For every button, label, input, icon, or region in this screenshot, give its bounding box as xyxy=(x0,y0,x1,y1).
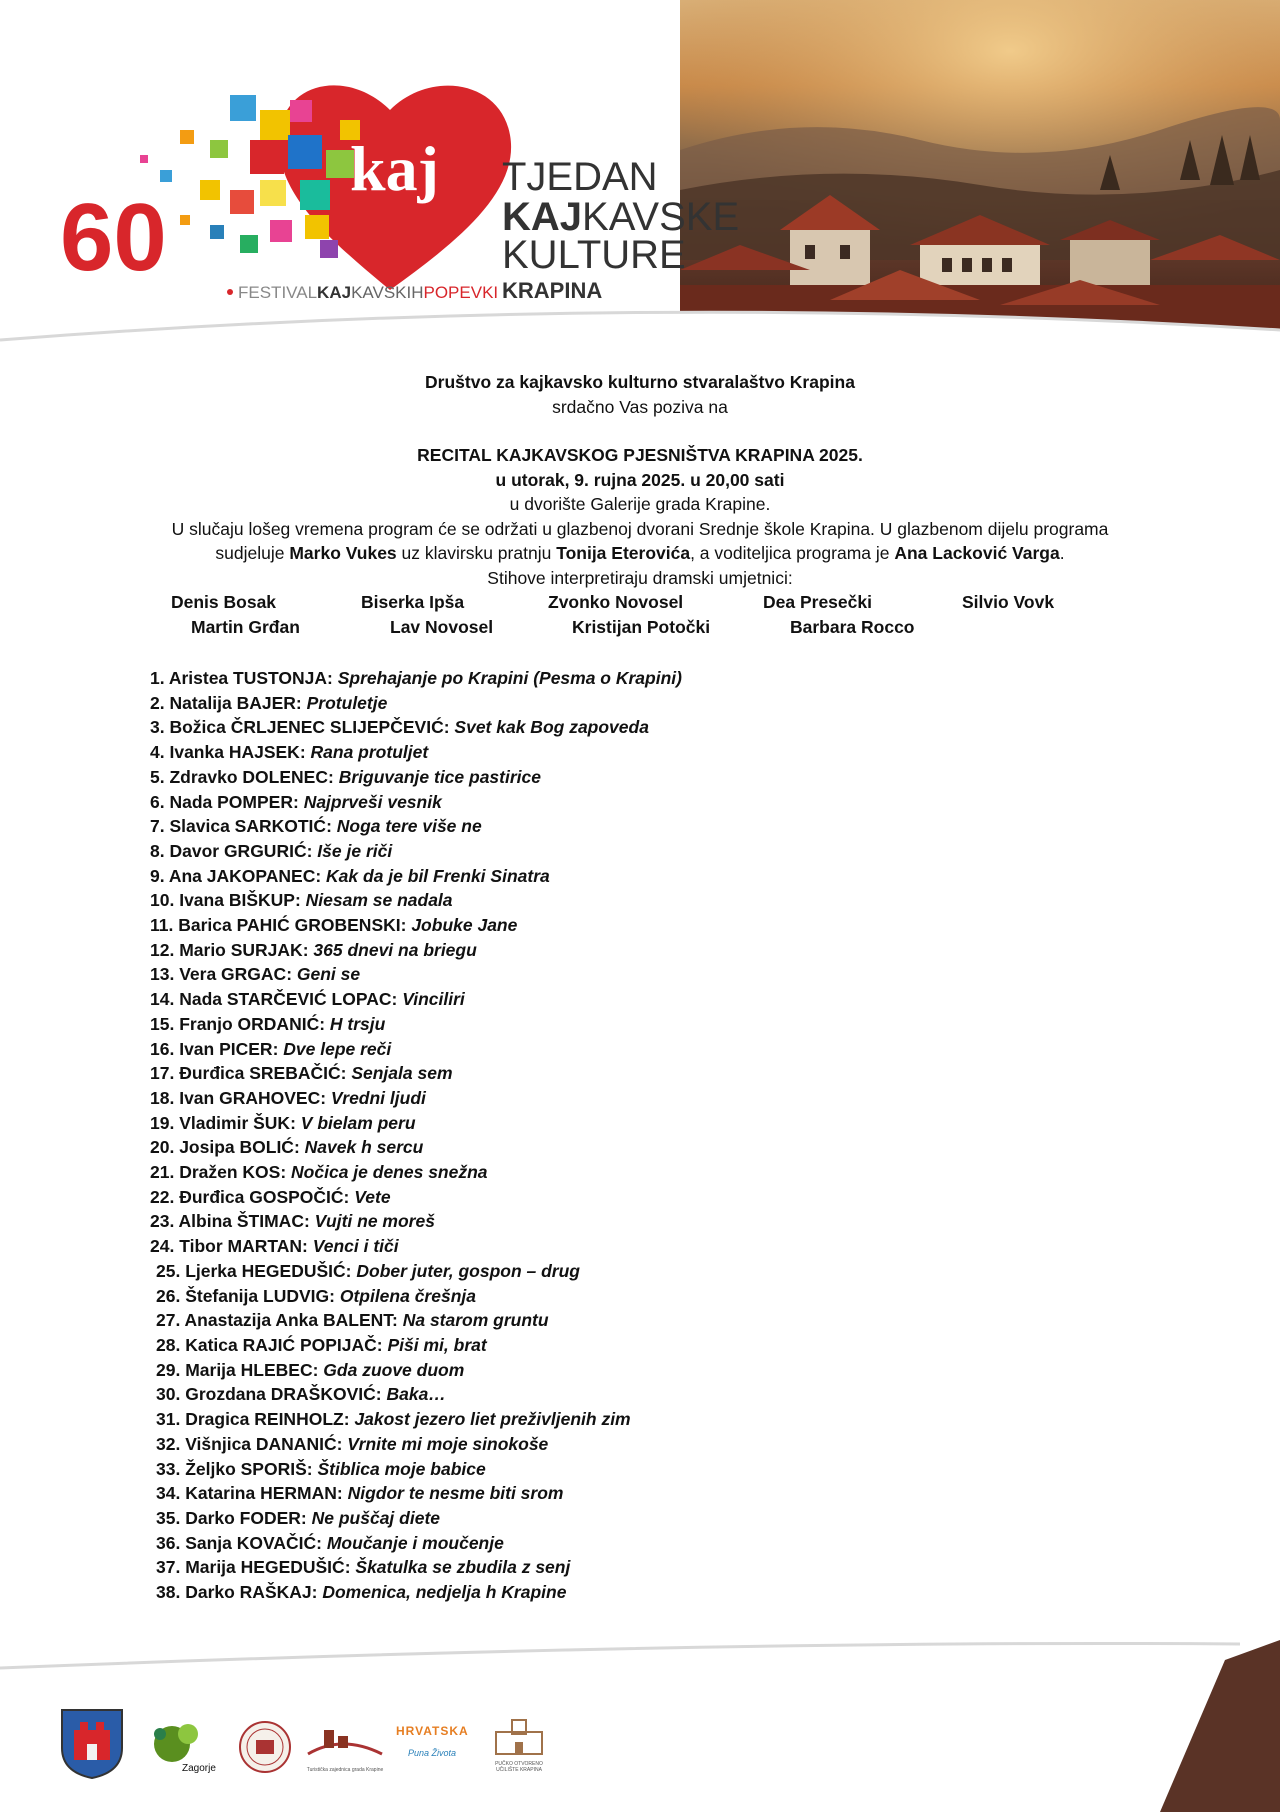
program-title: Iše je riči xyxy=(317,840,393,861)
music-line xyxy=(0,541,1280,566)
program-title: Niesam se nadala xyxy=(305,890,453,911)
program-number: 4. xyxy=(150,742,165,763)
logo-festival-popevki: POPEVKI xyxy=(423,283,499,302)
program-item: 8. Davor GRGURIĆ: Iše je riči xyxy=(150,840,393,861)
program-number: 19. xyxy=(150,1112,175,1133)
program-title: Rana protuljet xyxy=(310,742,429,763)
program-item: 33. Željko SPORIŠ: Štiblica moje babice xyxy=(156,1458,486,1479)
program-item: 16. Ivan PICER: Dve lepe reči xyxy=(150,1038,392,1059)
program-author: Nada STARČEVIĆ LOPAC xyxy=(179,989,392,1010)
program-title: Kak da je bil Frenki Sinatra xyxy=(326,865,550,886)
performers-row-1 xyxy=(0,592,1280,617)
program-title: Štiblica moje babice xyxy=(317,1458,486,1479)
program-author: Ivan PICER xyxy=(179,1038,273,1059)
program-item: 34. Katarina HERMAN: Nigdor te nesme biti srom xyxy=(156,1483,564,1504)
performer: Zvonko Novosel xyxy=(548,592,684,612)
program-item: 26. Štefanija LUDVIG: Otpilena črešnja xyxy=(156,1285,476,1306)
program-item: 38. Darko RAŠKAJ: Domenica, nedjelja h Krapine xyxy=(156,1582,567,1603)
performer: Silvio Vovk xyxy=(962,592,1055,612)
music-text-3: , a voditeljica programa je xyxy=(690,543,895,563)
program-title: Gda zuove duom xyxy=(323,1359,465,1380)
program-number: 3. xyxy=(150,717,165,738)
program-item: 25. Ljerka HEGEDUŠIĆ: Dober juter, gospon – drug xyxy=(156,1260,580,1281)
program-item: 7. Slavica SARKOTIĆ: Noga tere više ne xyxy=(150,816,482,837)
program-author: Božica ČRLJENEC SLIJEPČEVIĆ xyxy=(169,717,444,738)
tourist-board-label: Turistička zajednica grada Krapine xyxy=(306,1767,384,1773)
program-number: 11. xyxy=(150,915,174,936)
logo-kulture: KULTURE xyxy=(502,233,686,277)
seal-icon xyxy=(238,1720,292,1774)
logo-dot xyxy=(227,289,233,295)
performers xyxy=(0,592,1280,641)
program-item: 10. Ivana BIŠKUP: Niesam se nadala xyxy=(150,890,453,911)
program-author: Marija HEGEDUŠIĆ xyxy=(185,1557,345,1578)
program-item: 31. Dragica REINHOLZ: Jakost jezero liet preživljenih zim xyxy=(156,1409,631,1430)
town-photo xyxy=(680,0,1280,340)
program-number: 1. xyxy=(150,668,165,688)
program-author: Ana JAKOPANEC xyxy=(168,865,316,886)
hrvatska-label: HRVATSKA xyxy=(396,1724,469,1738)
program-number: 21. xyxy=(150,1162,175,1183)
program-number: 35. xyxy=(156,1507,181,1528)
program-title: V bielam peru xyxy=(300,1112,416,1133)
puou-label: PUČKO OTVORENO UČILIŠTE KRAPINA xyxy=(495,1761,543,1773)
program-item: 29. Marija HLEBEC: Gda zuove duom xyxy=(156,1359,465,1380)
performer: Denis Bosak xyxy=(171,592,277,612)
performer: Dea Presečki xyxy=(763,592,872,612)
program-item: 11. Barica PAHIĆ GROBENSKI: Jobuke Jane xyxy=(150,915,518,936)
program-number: 2. xyxy=(150,692,165,713)
program-item: 13. Vera GRGAC: Geni se xyxy=(150,964,361,985)
program-item: 15. Franjo ORDANIĆ: H trsju xyxy=(150,1013,386,1034)
program-author: Anastazija Anka BALENT xyxy=(184,1310,393,1331)
program-author: Štefanija LUDVIG xyxy=(185,1285,330,1306)
program-number: 28. xyxy=(156,1334,181,1355)
program-number: 23. xyxy=(150,1211,175,1232)
performer: Martin Grđan xyxy=(191,616,300,637)
program-item: 24. Tibor MARTAN: Venci i tiči xyxy=(150,1236,399,1257)
performer: Barbara Rocco xyxy=(790,616,915,637)
program-number: 14. xyxy=(150,989,175,1010)
zagorje-label: Zagorje xyxy=(182,1763,216,1774)
program-number: 16. xyxy=(150,1038,175,1059)
program-number: 30. xyxy=(156,1384,181,1405)
program-number: 9. xyxy=(150,865,165,886)
program-title: Briguvanje tice pastirice xyxy=(338,766,541,787)
puna-zivota-label: Puna Života xyxy=(407,1748,457,1758)
program-number: 25. xyxy=(156,1260,181,1281)
program-number: 32. xyxy=(156,1433,181,1454)
bad-weather-note: U slučaju lošeg vremena program će se održati u glazbenoj dvorani Srednje škole Krapina. U glazbenom dijelu programa xyxy=(171,518,1109,539)
program-number: 33. xyxy=(156,1458,181,1479)
performer: Biserka Ipša xyxy=(361,592,465,612)
program-author: Višnjica DANANIĆ xyxy=(185,1433,337,1454)
program-title: Venci i tiči xyxy=(312,1236,399,1257)
program-title: Škatulka se zbudila z senj xyxy=(355,1557,571,1578)
program-title: Vredni ljudi xyxy=(330,1087,426,1108)
program-author: Darko FODER xyxy=(185,1507,301,1528)
program-item: 17. Đurđica SREBAČIĆ: Senjala sem xyxy=(150,1063,453,1084)
program-number: 17. xyxy=(150,1063,175,1084)
program-author: Vera GRGAC xyxy=(179,964,287,985)
program-item: 36. Sanja KOVAČIĆ: Moučanje i moučenje xyxy=(156,1532,504,1553)
program-author: Đurđica GOSPOČIĆ xyxy=(179,1186,344,1207)
logo-festival-line xyxy=(238,283,498,302)
logo-kaj-bold: KAJ xyxy=(502,195,583,239)
program-author: Davor GRGURIĆ xyxy=(169,840,307,861)
program-title: Sprehajanje po Krapini (Pesma o Krapini) xyxy=(337,668,682,688)
festival-logo xyxy=(60,40,740,320)
program-item: 18. Ivan GRAHOVEC: Vredni ljudi xyxy=(150,1087,426,1108)
invitation xyxy=(0,370,1280,590)
program-title: Piši mi, brat xyxy=(387,1334,487,1355)
logo-sixty: 60 xyxy=(60,184,167,291)
program-title: Dve lepe reči xyxy=(283,1038,392,1059)
program-item: 37. Marija HEGEDUŠIĆ: Škatulka se zbudila z senj xyxy=(156,1557,571,1578)
program-number: 31. xyxy=(156,1409,181,1430)
program-title: Baka… xyxy=(386,1384,446,1405)
program-title: Senjala sem xyxy=(351,1063,453,1084)
castle-icon xyxy=(302,1724,388,1762)
program-item: 14. Nada STARČEVIĆ LOPAC: Vinciliri xyxy=(150,989,465,1010)
program-item: 28. Katica RAJIĆ POPIJAČ: Piši mi, brat xyxy=(156,1334,487,1355)
program-item: 3. Božica ČRLJENEC SLIJEPČEVIĆ: Svet kak Bog zapoveda xyxy=(150,717,649,738)
program-author: Katica RAJIĆ POPIJAČ xyxy=(185,1334,377,1355)
program-title: Vujti ne moreš xyxy=(314,1211,435,1232)
music-text-1: sudjeluje xyxy=(215,543,290,563)
program-item: 9. Ana JAKOPANEC: Kak da je bil Frenki Sinatra xyxy=(150,865,550,886)
logo-krapina: KRAPINA xyxy=(502,278,603,303)
logo-festival-kavskih: KAVSKIH xyxy=(351,283,424,302)
program-number: 15. xyxy=(150,1013,175,1034)
musician-name: Marko Vukes xyxy=(289,543,397,563)
logo-festival-small: FESTIVAL xyxy=(238,283,318,302)
host-name: Ana Lacković Varga xyxy=(894,543,1060,563)
town-photo-illustration xyxy=(680,0,1280,340)
program-number: 27. xyxy=(156,1310,181,1331)
program-title: Protuletje xyxy=(306,692,388,713)
tourist-board-logo xyxy=(302,1724,388,1780)
program-item: 27. Anastazija Anka BALENT: Na starom gruntu xyxy=(156,1310,549,1331)
program-title: Geni se xyxy=(296,964,361,985)
zagorje-logo xyxy=(148,1720,216,1780)
program-author: Dražen KOS xyxy=(179,1162,281,1183)
program-number: 37. xyxy=(156,1557,181,1578)
program-title: Nočica je denes snežna xyxy=(291,1162,488,1183)
hrvatska-logo xyxy=(396,1724,468,1780)
program-title: Vete xyxy=(354,1186,391,1207)
program-title: Na starom gruntu xyxy=(402,1310,549,1331)
program-title: Moučanje i moučenje xyxy=(326,1532,504,1553)
program-author: Natalija BAJER xyxy=(169,692,296,713)
pianist-name: Tonija Eterovića xyxy=(556,543,691,563)
tower-icon xyxy=(484,1718,554,1756)
program-number: 5. xyxy=(150,766,165,787)
program-title: Ne puščaj diete xyxy=(311,1507,441,1528)
program-author: Albina ŠTIMAC xyxy=(178,1211,304,1232)
program-author: Željko SPORIŠ xyxy=(185,1458,307,1479)
program-author: Ivana BIŠKUP xyxy=(179,890,295,911)
program-author: Katarina HERMAN xyxy=(185,1483,337,1504)
program-title: Najprveši vesnik xyxy=(303,791,442,812)
event-date-time: u utorak, 9. rujna 2025. u 20,00 sati xyxy=(495,469,785,490)
program-item: 1. Aristea TUSTONJA: Sprehajanje po Krapini (Pesma o Krapini) xyxy=(150,668,682,688)
program-number: 20. xyxy=(150,1137,175,1158)
program-number: 24. xyxy=(150,1236,175,1257)
program-number: 10. xyxy=(150,890,175,911)
program-item: 12. Mario SURJAK: 365 dnevi na briegu xyxy=(150,939,477,960)
program-number: 18. xyxy=(150,1087,175,1108)
program-number: 13. xyxy=(150,964,175,985)
program-author: Vladimir ŠUK xyxy=(179,1112,291,1133)
program-number: 36. xyxy=(156,1532,181,1553)
music-text-2: uz klavirsku pratnju xyxy=(396,543,557,563)
header xyxy=(0,0,1280,372)
logo-kaj: kaj xyxy=(350,133,439,204)
program-item: 30. Grozdana DRAŠKOVIĆ: Baka… xyxy=(156,1384,446,1405)
performer: Kristijan Potočki xyxy=(572,616,711,637)
program-item: 4. Ivanka HAJSEK: Rana protuljet xyxy=(150,742,429,763)
logo-kavske: KAVSKE xyxy=(582,195,740,239)
program-title: 365 dnevi na briegu xyxy=(313,939,477,960)
program-title: Domenica, nedjelja h Krapine xyxy=(322,1582,567,1603)
program-author: Ivan GRAHOVEC xyxy=(179,1087,321,1108)
performers-row-2 xyxy=(0,617,1280,642)
footer-band xyxy=(0,1620,1280,1812)
program-item: 20. Josipa BOLIĆ: Navek h sercu xyxy=(150,1137,424,1158)
logo-tjedan: TJEDAN xyxy=(502,155,658,199)
logo-festival-kaj: KAJ xyxy=(317,283,352,302)
program-author: Mario SURJAK xyxy=(179,939,303,960)
program-item: 5. Zdravko DOLENEC: Briguvanje tice pastirice xyxy=(150,766,541,787)
program-author: Ljerka HEGEDUŠIĆ xyxy=(185,1260,346,1281)
performer: Lav Novosel xyxy=(390,616,494,637)
program-author: Đurđica SREBAČIĆ xyxy=(179,1063,341,1084)
program-author: Aristea TUSTONJA xyxy=(168,668,328,688)
program-list xyxy=(150,666,682,1605)
program-number: 8. xyxy=(150,840,165,861)
program-author: Tibor MARTAN xyxy=(179,1236,303,1257)
invites-text: srdačno Vas poziva na xyxy=(552,396,728,417)
program-title: Noga tere više ne xyxy=(336,816,482,837)
music-text-4: . xyxy=(1059,543,1065,563)
program-number: 22. xyxy=(150,1186,175,1207)
program-title: Nigdor te nesme biti srom xyxy=(347,1483,564,1504)
program-item: 35. Darko FODER: Ne puščaj diete xyxy=(156,1507,441,1528)
program-author: Ivanka HAJSEK xyxy=(169,742,300,763)
program-title: Jakost jezero liet preživljenih zim xyxy=(354,1409,631,1430)
program-item: 19. Vladimir ŠUK: V bielam peru xyxy=(150,1112,416,1133)
program-title: Vinciliri xyxy=(402,989,465,1010)
program-author: Zdravko DOLENEC xyxy=(169,766,328,787)
program-item: 6. Nada POMPER: Najprveši vesnik xyxy=(150,791,442,812)
program-author: Darko RAŠKAJ xyxy=(185,1582,312,1603)
program-title: Svet kak Bog zapoveda xyxy=(454,717,649,738)
program-title: H trsju xyxy=(329,1013,386,1034)
footer xyxy=(0,1620,1280,1812)
program-item: 22. Đurđica GOSPOČIĆ: Vete xyxy=(150,1186,391,1207)
program-author: Grozdana DRAŠKOVIĆ xyxy=(185,1384,376,1405)
program-title: Otpilena črešnja xyxy=(339,1285,476,1306)
program-author: Sanja KOVAČIĆ xyxy=(185,1532,317,1553)
program-title: Navek h sercu xyxy=(304,1137,424,1158)
program-item: 2. Natalija BAJER: Protuletje xyxy=(150,692,388,713)
program-author: Josipa BOLIĆ xyxy=(179,1137,294,1158)
program-item: 32. Višnjica DANANIĆ: Vrnite mi moje sinokoše xyxy=(156,1433,549,1454)
organizer: Društvo za kajkavsko kulturno stvaralaštvo Krapina xyxy=(425,372,855,392)
program-number: 6. xyxy=(150,791,165,812)
program-number: 26. xyxy=(156,1285,181,1306)
program-author: Slavica SARKOTIĆ xyxy=(169,816,327,837)
event-location: u dvorište Galerije grada Krapine. xyxy=(509,494,771,514)
program-item: 23. Albina ŠTIMAC: Vujti ne moreš xyxy=(150,1211,435,1232)
program-author: Franjo ORDANIĆ xyxy=(179,1013,320,1034)
program-author: Marija HLEBEC xyxy=(185,1359,313,1380)
zagorje-icon xyxy=(148,1720,208,1766)
actors-intro: Stihove interpretiraju dramski umjetnici: xyxy=(487,567,793,588)
program-author: Nada POMPER xyxy=(169,791,293,812)
puou-logo xyxy=(484,1718,554,1780)
program-number: 12. xyxy=(150,939,175,960)
coat-of-arms-icon xyxy=(60,1708,124,1780)
program-number: 29. xyxy=(156,1359,181,1380)
program-number: 34. xyxy=(156,1483,181,1504)
program-number: 7. xyxy=(150,816,165,837)
program-author: Dragica REINHOLZ xyxy=(185,1409,344,1430)
program-title: Jobuke Jane xyxy=(411,915,518,936)
program-item: 21. Dražen KOS: Nočica je denes snežna xyxy=(150,1162,488,1183)
event-title: RECITAL KAJKAVSKOG PJESNIŠTVA KRAPINA 2025. xyxy=(417,445,863,465)
program-title: Vrnite mi moje sinokoše xyxy=(347,1433,549,1454)
program-title: Dober juter, gospon – drug xyxy=(356,1260,580,1281)
program-author: Barica PAHIĆ GROBENSKI xyxy=(178,915,401,936)
program-number: 38. xyxy=(156,1582,181,1603)
